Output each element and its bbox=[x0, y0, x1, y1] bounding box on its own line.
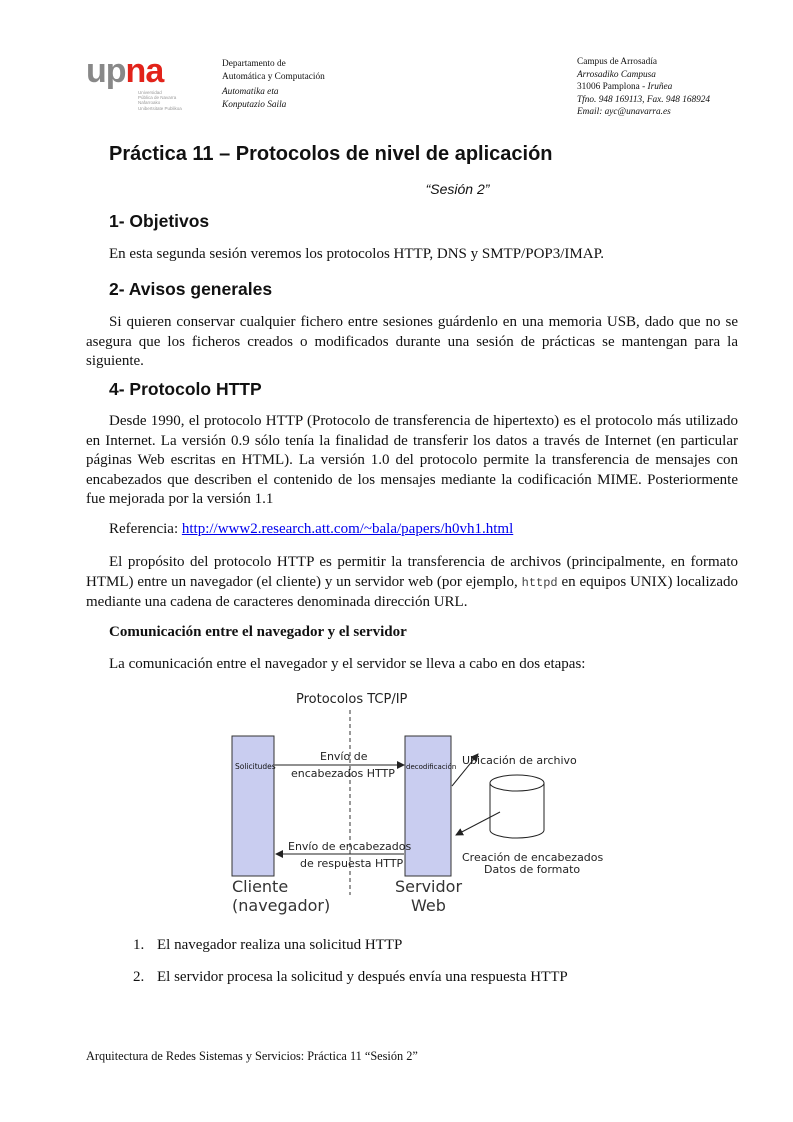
dept-line: Automatika eta bbox=[222, 87, 279, 97]
campus-city: 31006 Pamplona - bbox=[577, 82, 648, 92]
paragraph-text: Desde 1990, el protocolo HTTP (Protocolo de transferencia de hipertexto) es el protocolo más utilizado en Internet. La versión 0.9 sólo tenía la finalidad de transferir los datos a través de Internet (en particular páginas Web escritas en HTML). La versión 1.0 del protocolo permite la transferencia de mensajes con encabezados que describen el contenido de los mensajes mediante la codificación MIME. Posteriormente fue mejorada por la versión 1.1 bbox=[86, 413, 738, 508]
logo-up: up bbox=[86, 52, 126, 90]
code-httpd: httpd bbox=[521, 575, 558, 590]
logo-sub-line: Universidad bbox=[138, 90, 162, 95]
response-label-line1: Envío de encabezados bbox=[288, 840, 412, 853]
client-box-label: Solicitudes bbox=[235, 762, 276, 771]
step-number: 2. bbox=[133, 969, 145, 985]
subheading-communication: Comunicación entre el navegador y el servidor bbox=[109, 624, 407, 640]
campus-block bbox=[577, 56, 710, 119]
response-label-line2: de respuesta HTTP bbox=[300, 857, 404, 870]
dept-line: Konputazio Saila bbox=[222, 99, 287, 110]
page-title: Práctica 11 – Protocolos de nivel de aplicación bbox=[109, 143, 553, 165]
paragraph-text: El propósito del protocolo HTTP es permitir la transferencia de archivos (principalmente, en formato HTML) entre un navegador (el cliente) y un servidor web (por ejemplo, bbox=[86, 554, 738, 590]
campus-phone: Tfno. 948 169113, Fax. 948 168924 bbox=[577, 94, 711, 105]
reference-link[interactable]: http://www2.research.att.com/~bala/papers/h0vh1.html bbox=[181, 521, 514, 537]
paragraph-http-purpose bbox=[86, 553, 738, 613]
logo-sub-line: Nafarroako bbox=[138, 100, 161, 106]
server-caption-line2: Web bbox=[411, 896, 446, 915]
paragraph-http-history bbox=[86, 412, 738, 510]
client-caption-line2: (navegador) bbox=[232, 896, 331, 915]
paragraph-steps-intro: La comunicación entre el navegador y el servidor se lleva a cabo en dos etapas: bbox=[109, 656, 586, 672]
paragraph-notices bbox=[86, 313, 738, 372]
paragraph-text: Si quieren conservar cualquier fichero entre sesiones guárdenlo en una memoria USB, dado que no se asegura que los ficheros creados o modificados durante una sesión de prácticas se mantengan para la siguiente. bbox=[86, 314, 738, 370]
step-text: El navegador realiza una solicitud HTTP bbox=[157, 937, 403, 953]
page-subtitle: “Sesión 2” bbox=[425, 181, 490, 197]
file-location-label: Ubicación de archivo bbox=[462, 754, 577, 767]
creation-label-line1: Creación de encabezados bbox=[462, 851, 604, 864]
campus-email: Email: ayc@unavarra.es bbox=[577, 107, 671, 117]
server-box bbox=[405, 736, 451, 876]
paragraph-text: en equipos UNIX) localizado mediante una cadena de caracteres denominada dirección URL. bbox=[86, 573, 738, 611]
paragraph-text: En esta segunda sesión veremos los protocolos HTTP, DNS y SMTP/POP3/IMAP. bbox=[109, 246, 605, 262]
campus-line: Arrosadiko Campusa bbox=[577, 69, 656, 80]
request-label-line1: Envío de bbox=[320, 750, 368, 763]
diagram-protocols-label: Protocolos TCP/IP bbox=[296, 692, 408, 707]
client-caption-line1: Cliente bbox=[232, 877, 289, 896]
server-caption-line1: Servidor bbox=[395, 877, 463, 896]
reference-line bbox=[86, 520, 738, 540]
step-text: El servidor procesa la solicitud y después envía una respuesta HTTP bbox=[157, 969, 568, 985]
campus-city-basque: Iruñea bbox=[647, 82, 673, 92]
section-heading-objectives: 1- Objetivos bbox=[109, 211, 210, 231]
upna-logo bbox=[86, 54, 196, 114]
page-footer: Arquitectura de Redes Sistemas y Servicios: Práctica 11 “Sesión 2” bbox=[86, 1049, 418, 1063]
logo-sub-line: Pública de Navarra bbox=[138, 95, 177, 101]
logo-na: na bbox=[125, 52, 164, 90]
creation-label-line2: Datos de formato bbox=[484, 863, 581, 876]
logo-subtext bbox=[138, 90, 196, 111]
client-box bbox=[232, 736, 274, 876]
dept-line: Automática y Computación bbox=[222, 71, 325, 82]
dept-line: Departamento de bbox=[222, 59, 286, 69]
section-heading-http: 4- Protocolo HTTP bbox=[109, 379, 262, 399]
section-heading-notices: 2- Avisos generales bbox=[109, 279, 273, 299]
campus-line bbox=[577, 81, 710, 94]
step-number: 1. bbox=[133, 937, 145, 953]
reference-label: Referencia: bbox=[109, 521, 182, 537]
department-block bbox=[222, 58, 325, 111]
campus-line: Campus de Arrosadía bbox=[577, 57, 658, 67]
http-communication-diagram bbox=[200, 680, 620, 920]
paragraph-objectives bbox=[86, 245, 738, 265]
logo-sub-line: Unibertsitate Publikoa bbox=[138, 105, 182, 111]
storage-cylinder-icon bbox=[490, 775, 544, 838]
server-box-label: decodificación bbox=[406, 763, 457, 771]
request-label-line2: encabezados HTTP bbox=[291, 767, 395, 780]
